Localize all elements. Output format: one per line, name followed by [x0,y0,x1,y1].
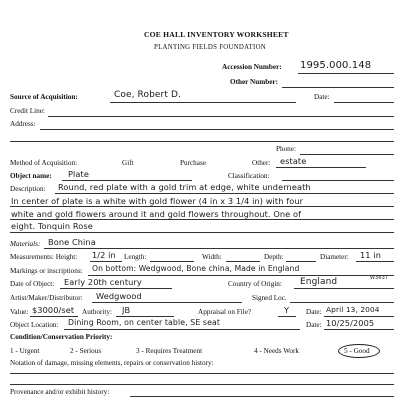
notation-line-1 [10,373,394,374]
country-line [294,288,394,289]
location-value: Dining Room, on center table, SE seat [68,318,221,327]
provenance-label: Provenance and/or exhibit history: [10,388,110,396]
classification-label: Classification: [228,172,270,180]
artist-value: Wedgwood [96,291,142,301]
appraisal-date-label: Date: [306,308,322,316]
value-label: Value: [10,308,29,316]
description-rule-2 [10,206,394,207]
value-value: $3000/set [32,305,75,315]
object-name-value: Plate [68,169,89,179]
artist-line [92,302,242,303]
measurements-length-label: Length: [124,253,147,261]
credit-line-label: Credit Line: [10,107,45,115]
signed-label: Signed Loc. [252,294,287,302]
measurements-diameter-value: 11 in [360,250,381,260]
appraisal-line [278,316,296,317]
accession-number-label: Accession Number: [222,63,282,71]
measurements-width-line [226,261,260,262]
measurements-diameter-label: Diameter: [320,253,349,261]
other-number-label: Other Number: [230,78,278,86]
signed-line [290,302,394,303]
location-label: Object Location: [10,321,59,329]
condition-option-serious: 2 - Serious [70,347,102,355]
address-line-1 [40,129,394,130]
date-of-object-label: Date of Object: [10,280,55,288]
method-option-purchase: Purchase [180,159,206,167]
provenance-line [130,396,394,397]
notation-label: Notation of damage, missing elements, repairs or conservation history: [10,359,214,367]
object-name-label: Object name: [10,172,52,180]
condition-option-needs-work: 4 - Needs Work [254,347,299,355]
country-label: Country of Origin: [228,280,282,288]
credit-line-line [48,116,394,117]
measurements-length-line [150,261,194,262]
authority-label: Authority: [82,308,112,316]
description-line-3: white and gold flowers around it and gold flowers throughout. One of [11,209,302,219]
markings-label: Markings or inscriptions: [10,267,83,275]
date-label: Date: [314,93,330,101]
appraisal-date-value: April 13, 2004 [326,305,380,314]
measurements-height-line [90,261,122,262]
object-name-line [62,180,192,181]
description-line-2: In center of plate is a white with gold flower (4 in x 3 1/4 in) with four [11,196,304,206]
method-other-value: estate [280,156,307,166]
phone-label: Phone: [276,145,296,153]
description-rule-4 [10,232,394,233]
method-label: Method of Acquisition: [10,159,78,167]
materials-label: Materials: [10,240,41,248]
method-other-line [276,167,366,168]
location-date-value: 10/25/2005 [326,318,375,328]
condition-option-urgent: 1 - Urgent [10,347,40,355]
markings-line [88,275,394,276]
condition-option-requires-treatment: 3 - Requires Treatment [136,347,203,355]
method-other-label: Other: [252,159,271,167]
country-value: England [300,277,338,287]
source-value: Coe, Robert D. [114,90,181,100]
source-line [110,102,296,103]
address-line-2 [10,141,394,142]
appraisal-label: Appraisal on File? [198,308,252,316]
authority-line [116,316,174,317]
description-line-4: eight. Tonquin Rose [11,221,93,231]
worksheet-title: COE HALL INVENTORY WORKSHEET [144,30,289,39]
appraisal-value: Y [284,305,290,315]
markings-value: On bottom: Wedgwood, Bone china, Made in England [92,264,300,273]
location-date-line [324,329,394,330]
description-label: Description: [10,185,46,193]
location-line [64,329,300,330]
markings-extra: W3637 [370,275,389,281]
measurements-depth-label: Depth: [264,253,284,261]
artist-label: Artist/Maker/Distributor: [10,294,83,302]
materials-line [44,248,394,249]
materials-value: Bone China [48,237,96,247]
date-of-object-line [60,288,172,289]
foundation-subtitle: PLANTING FIELDS FOUNDATION [154,44,267,51]
method-option-gift: Gift [122,159,134,167]
classification-line [282,180,394,181]
location-date-label: Date: [306,321,322,329]
measurements-depth-line [286,261,316,262]
address-label: Address: [10,120,36,128]
description-rule-1 [55,193,394,194]
accession-number-line [298,73,394,74]
authority-value: JB [122,305,131,315]
condition-option-good: 5 - Good [344,347,370,355]
date-line [334,102,394,103]
measurements-height-label: Measurements: Height: [10,253,78,261]
phone-line [300,154,394,155]
date-of-object-value: Early 20th century [64,277,142,287]
notation-line-2 [10,384,394,385]
condition-title: Condition/Conservation Priority: [10,333,113,341]
measurements-width-label: Width: [202,253,222,261]
measurements-height-value: 1/2 in [92,250,116,260]
other-number-line [282,87,394,88]
description-rule-3 [10,219,394,220]
description-line-1: Round, red plate with a gold trim at edge, white underneath [58,182,311,192]
source-label: Source of Acquisition: [10,93,78,101]
value-line [30,316,78,317]
measurements-diameter-line [356,261,394,262]
accession-number-value: 1995.000.148 [300,60,372,71]
appraisal-date-line [324,316,394,317]
